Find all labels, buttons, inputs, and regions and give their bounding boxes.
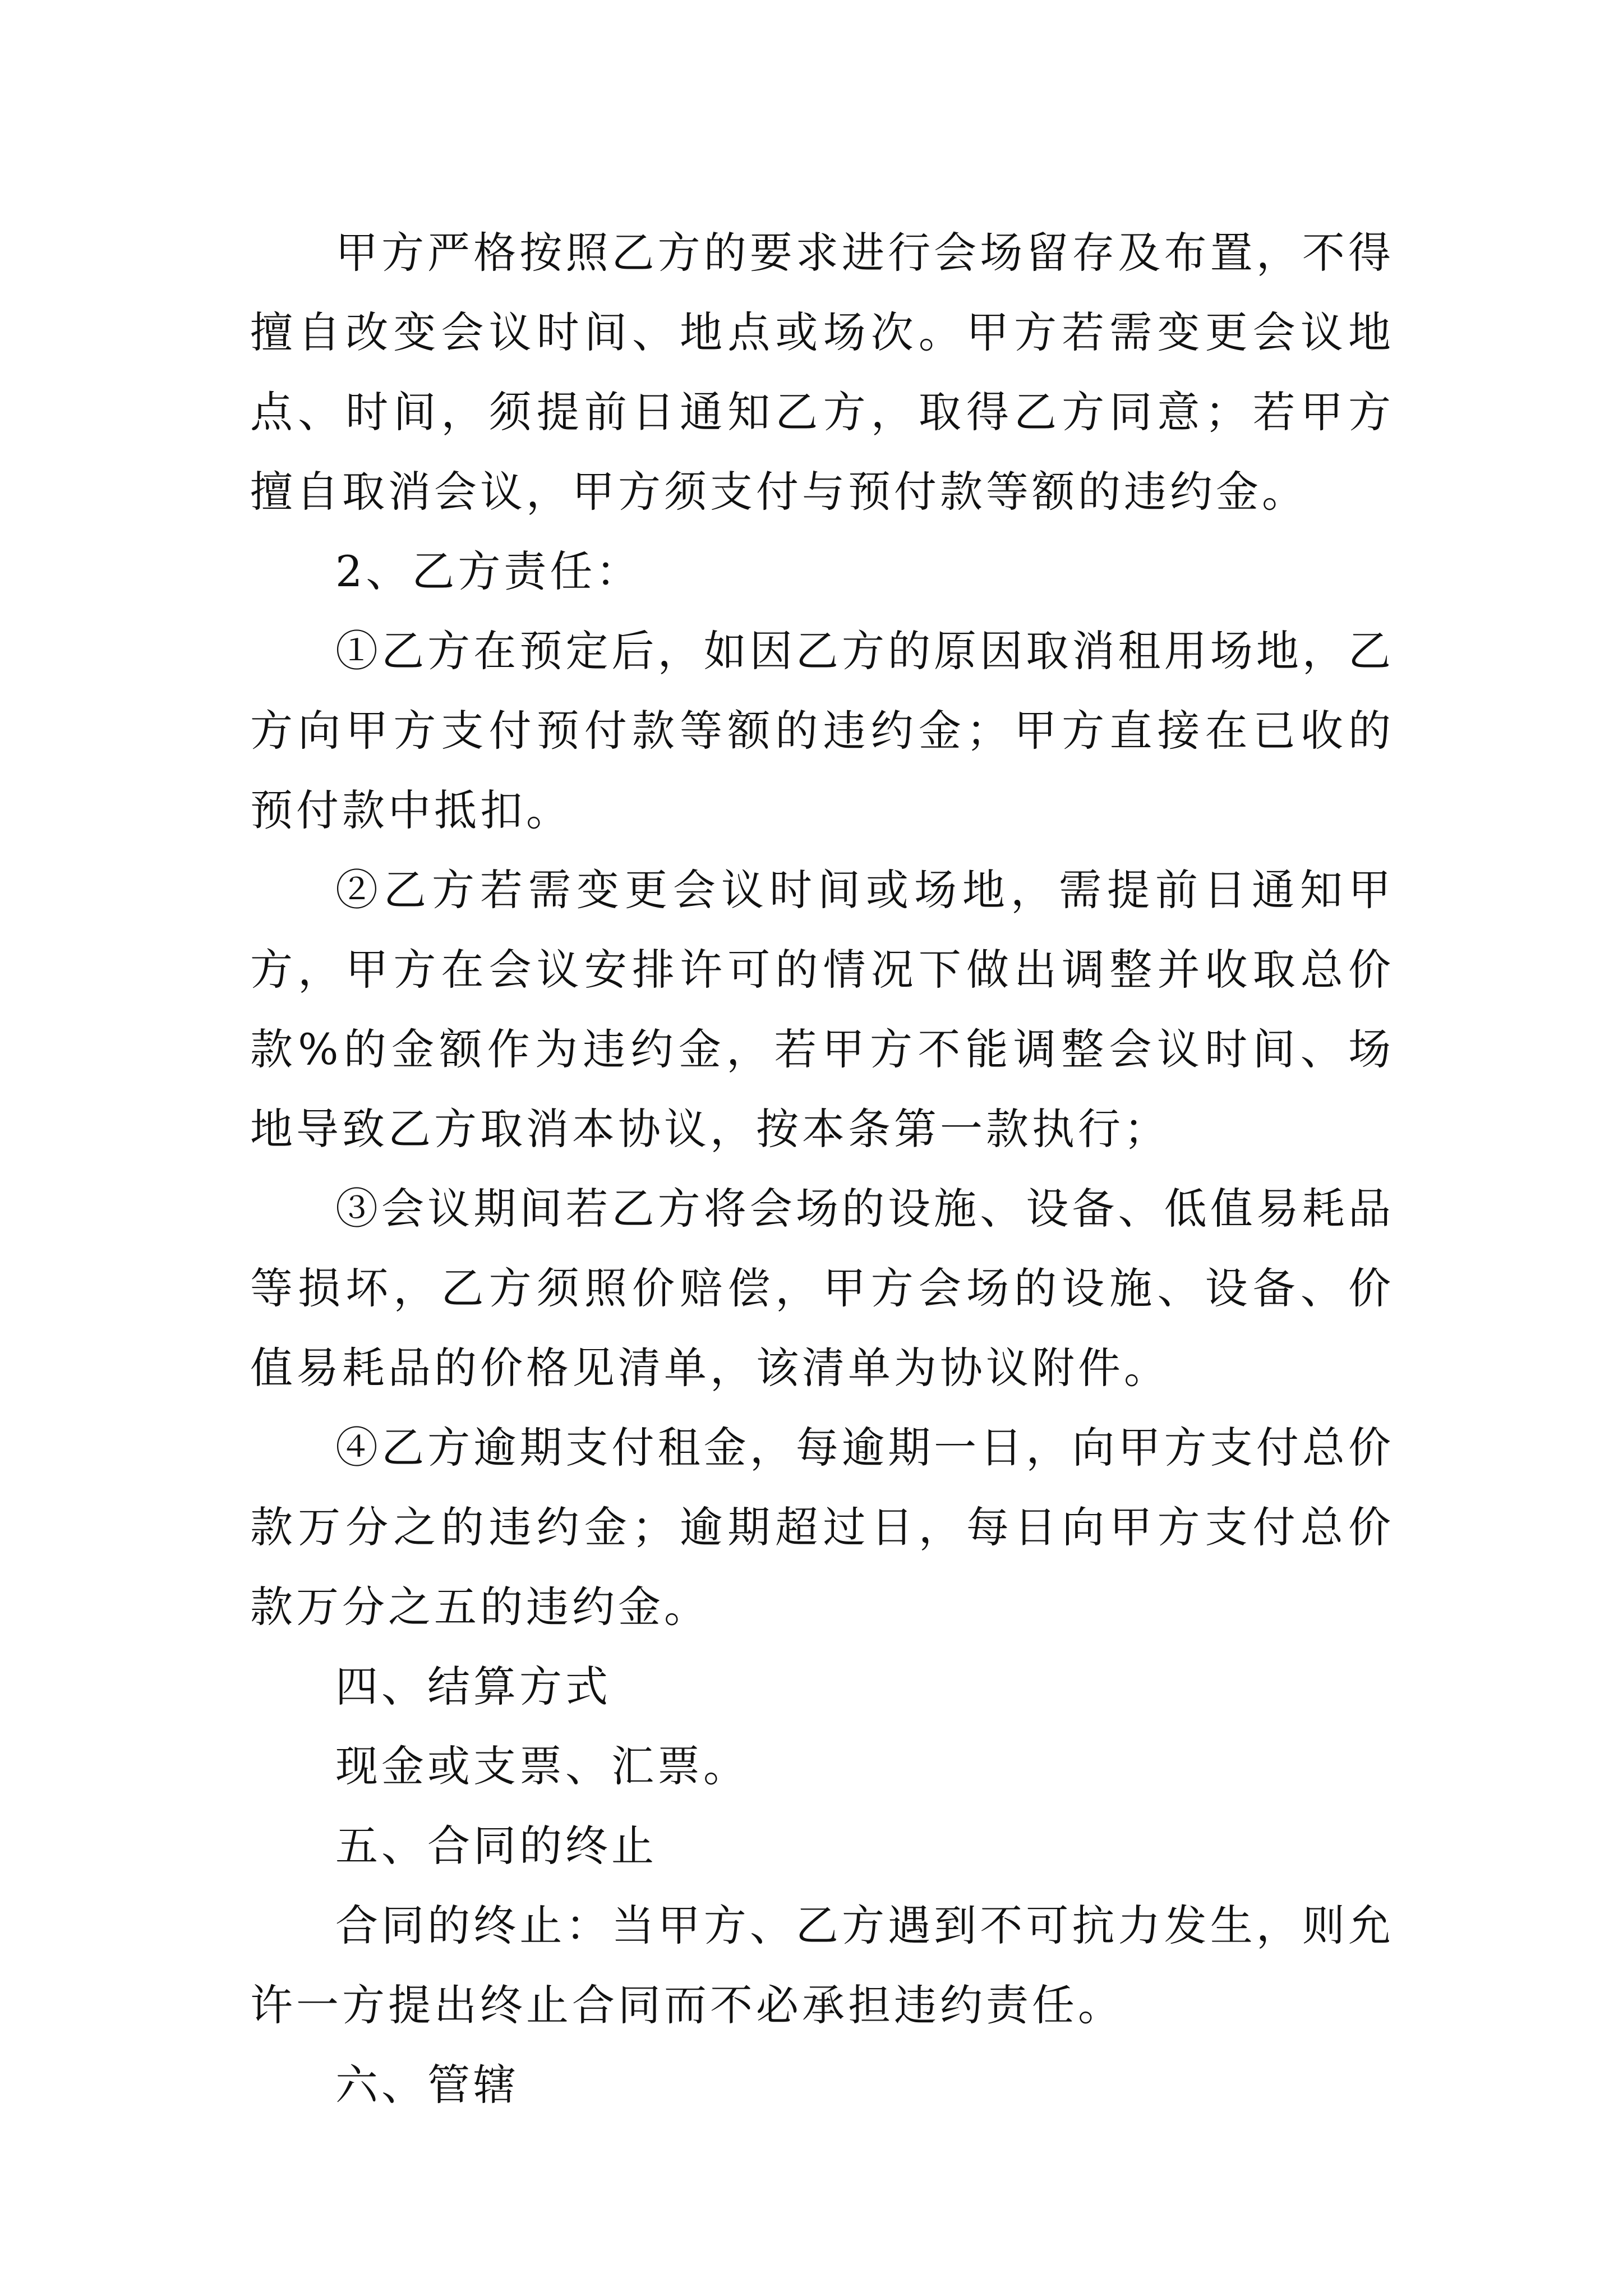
paragraph-cancellation-penalty: ①乙方在预定后，如因乙方的原因取消租用场地，乙方向甲方支付预付款等额的违约金；甲方直接在已收的预付款中抵扣。 bbox=[250, 626, 1394, 835]
heading-party-b-responsibility: 2、乙方责任： bbox=[335, 546, 642, 596]
heading-contract-termination: 五、合同的终止 bbox=[335, 1821, 657, 1871]
heading-jurisdiction: 六、管辖 bbox=[335, 2060, 519, 2110]
paragraph-damage-compensation: ③会议期间若乙方将会场的设施、设备、低值易耗品等损坏，乙方须照价赔偿，甲方会场的设施、设备、价值易耗品的价格见清单，该清单为协议附件。 bbox=[250, 1184, 1394, 1393]
paragraph-contract-termination: 合同的终止：当甲方、乙方遇到不可抗力发生，则允许一方提出终止合同而不必承担违约责任。 bbox=[250, 1901, 1394, 2030]
paragraph-late-payment-penalty: ④乙方逾期支付租金，每逾期一日，向甲方支付总价款万分之的违约金；逾期超过日，每日向甲方支付总价款万分之五的违约金。 bbox=[250, 1423, 1394, 1632]
document-body bbox=[250, 213, 1394, 2125]
heading-settlement-method: 四、结算方式 bbox=[335, 1662, 611, 1711]
paragraph-change-penalty: ②乙方若需变更会议时间或场地，需提前日通知甲方，甲方在会议安排许可的情况下做出调整并收取总价款%的金额作为违约金，若甲方不能调整会议时间、场地导致乙方取消本协议，按本条第一款执行； bbox=[250, 865, 1394, 1154]
paragraph-settlement-method: 现金或支票、汇票。 bbox=[335, 1741, 749, 1791]
paragraph-party-a-venue-obligation: 甲方严格按照乙方的要求进行会场留存及布置，不得擅自改变会议时间、地点或场次。甲方若需变更会议地点、时间，须提前日通知乙方，取得乙方同意；若甲方擅自取消会议，甲方须支付与预付款等额的违约金。 bbox=[250, 228, 1394, 517]
